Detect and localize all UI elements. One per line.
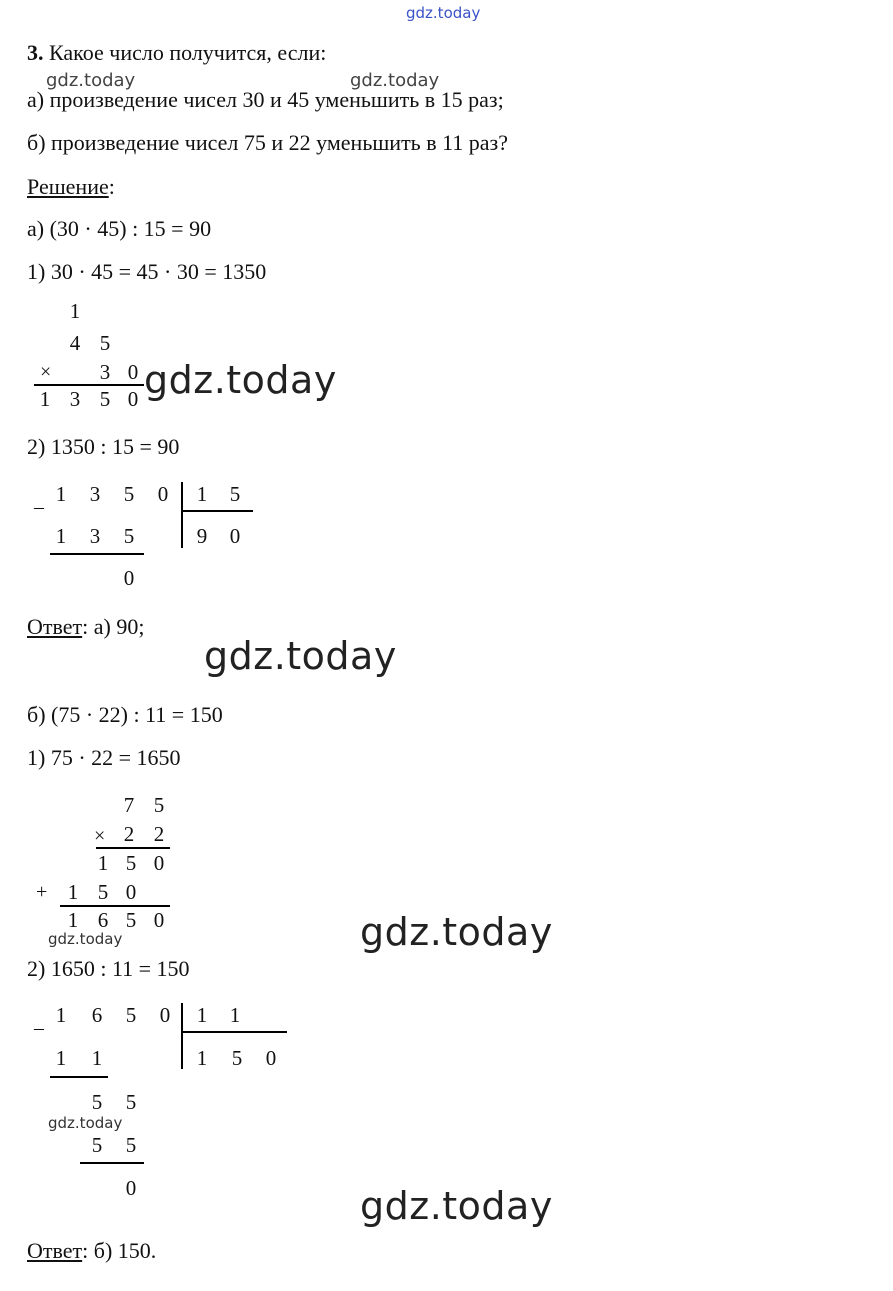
digit: 5 — [125, 1133, 137, 1157]
division-bar — [181, 482, 183, 548]
watermark-inline: gdz.today — [48, 1114, 123, 1132]
digit: 5 — [91, 1133, 103, 1157]
digit: 5 — [125, 1090, 137, 1114]
digit: 5 — [125, 851, 137, 875]
result-line — [34, 384, 144, 386]
digit: 1 — [97, 851, 109, 875]
digit: 1 — [196, 1046, 208, 1070]
digit: 1 — [196, 1003, 208, 1027]
answer-a — [27, 614, 144, 640]
digit: 0 — [153, 908, 165, 932]
solution-heading-colon: : — [108, 174, 115, 199]
solution-a-expression: а) (30 · 45) : 15 = 90 — [27, 216, 212, 241]
minus-sign: – — [34, 1017, 44, 1039]
subtraction-line — [50, 553, 144, 555]
digit: 9 — [196, 524, 208, 548]
digit: 1 — [55, 1003, 67, 1027]
digit: 5 — [125, 1003, 137, 1027]
watermark-big: gdz.today — [360, 1184, 553, 1228]
watermark-big: gdz.today — [144, 358, 337, 402]
watermark-inline: gdz.today — [48, 930, 123, 948]
digit: 0 — [159, 1003, 171, 1027]
digit: 5 — [91, 1090, 103, 1114]
watermark-top[interactable]: gdz.today — [406, 4, 481, 22]
plus-sign: + — [36, 881, 48, 903]
task-heading — [27, 40, 326, 66]
digit: 0 — [157, 482, 169, 506]
digit: 5 — [125, 908, 137, 932]
digit: 0 — [127, 387, 139, 411]
subtraction-line — [50, 1076, 108, 1078]
solution-a-step1: 1) 30 · 45 = 45 · 30 = 1350 — [27, 259, 267, 284]
task-item-b: б) произведение чисел 75 и 22 уменьшить в 11 раз? — [27, 130, 509, 155]
task-number: 3. — [27, 40, 44, 65]
task-item-a: а) произведение чисел 30 и 45 уменьшить в 15 раз; — [27, 87, 504, 112]
digit: 3 — [89, 524, 101, 548]
watermark-inline: gdz.today — [46, 70, 136, 91]
answer-b — [27, 1238, 156, 1264]
digit: 3 — [99, 360, 111, 384]
digit: 5 — [123, 524, 135, 548]
digit: 0 — [265, 1046, 277, 1070]
digit: 5 — [153, 793, 165, 817]
digit: 1 — [67, 880, 79, 904]
quotient-line — [181, 510, 253, 512]
task-question: Какое число получится, если: — [49, 40, 327, 65]
digit: 7 — [123, 793, 135, 817]
digit: 5 — [97, 880, 109, 904]
solution-heading-label: Решение — [27, 174, 109, 199]
digit: 5 — [99, 331, 111, 355]
digit: 1 — [55, 524, 67, 548]
quotient-line — [181, 1031, 287, 1033]
minus-sign: – — [34, 496, 44, 518]
digit: 3 — [89, 482, 101, 506]
digit: 1 — [67, 908, 79, 932]
partial-line — [96, 847, 170, 849]
digit: 6 — [91, 1003, 103, 1027]
digit: 4 — [69, 331, 81, 355]
digit: 6 — [97, 908, 109, 932]
solution-b-expression: б) (75 · 22) : 11 = 150 — [27, 702, 223, 727]
watermark-inline: gdz.today — [350, 70, 440, 91]
answer-text: : а) 90; — [82, 614, 145, 639]
digit: 5 — [99, 387, 111, 411]
digit: 0 — [125, 880, 137, 904]
digit: 1 — [55, 482, 67, 506]
solution-a-step2: 2) 1350 : 15 = 90 — [27, 434, 180, 459]
digit: 5 — [231, 1046, 243, 1070]
digit: 1 — [91, 1046, 103, 1070]
digit: 5 — [229, 482, 241, 506]
division-bar — [181, 1003, 183, 1069]
multiply-sign: × — [94, 825, 106, 847]
digit: 1 — [39, 387, 51, 411]
watermark-big: gdz.today — [204, 634, 397, 678]
multiply-sign: × — [40, 361, 52, 383]
digit: 0 — [153, 851, 165, 875]
answer-label: Ответ — [27, 614, 83, 639]
carry-digit: 1 — [69, 299, 81, 323]
remainder: 0 — [125, 1176, 137, 1200]
digit: 2 — [153, 822, 165, 846]
answer-text: : б) 150. — [82, 1238, 157, 1263]
digit: 1 — [196, 482, 208, 506]
digit: 5 — [123, 482, 135, 506]
digit: 3 — [69, 387, 81, 411]
remainder: 0 — [123, 566, 135, 590]
digit: 0 — [229, 524, 241, 548]
answer-label: Ответ — [27, 1238, 83, 1263]
digit: 0 — [127, 360, 139, 384]
solution-b-step1: 1) 75 · 22 = 1650 — [27, 745, 181, 770]
subtraction-line — [80, 1162, 144, 1164]
digit: 1 — [229, 1003, 241, 1027]
solution-heading — [27, 174, 115, 200]
digit: 1 — [55, 1046, 67, 1070]
solution-b-step2: 2) 1650 : 11 = 150 — [27, 956, 190, 981]
result-line — [60, 905, 170, 907]
digit: 2 — [123, 822, 135, 846]
watermark-big: gdz.today — [360, 910, 553, 954]
